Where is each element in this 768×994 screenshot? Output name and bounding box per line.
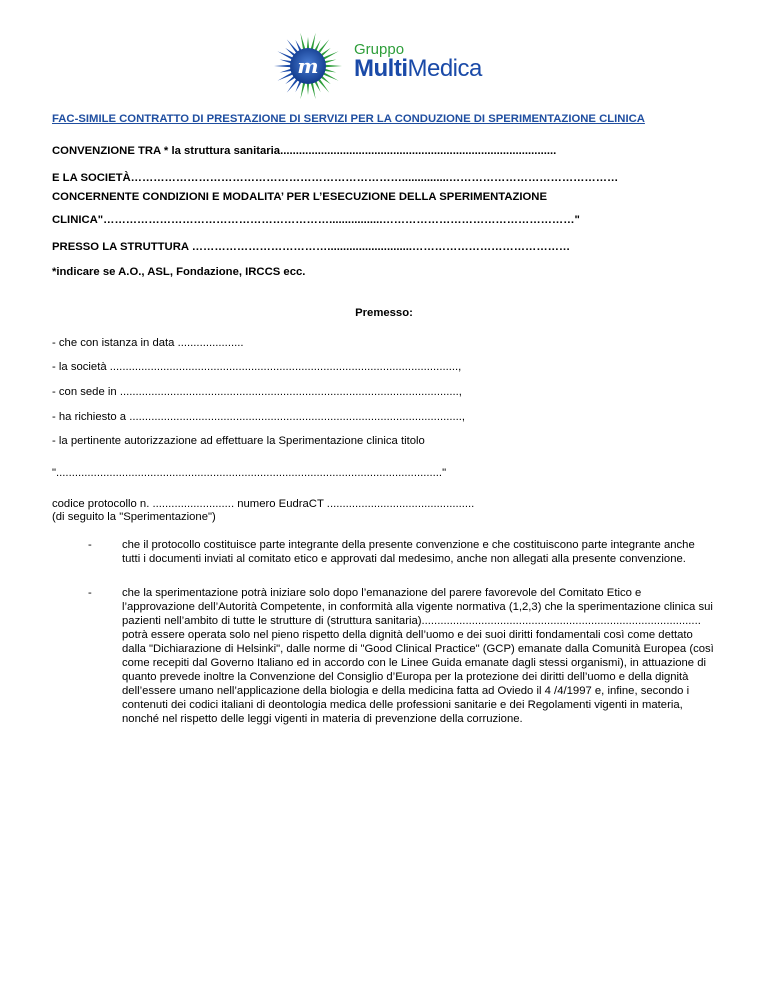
logo-ray [274, 65, 291, 67]
logo-ray [287, 39, 299, 53]
logo-ray [300, 82, 305, 99]
logo-ray [318, 39, 330, 53]
logo-ray [314, 40, 320, 51]
logo-gruppo: Gruppo [354, 41, 405, 58]
logo-text [354, 42, 482, 81]
header-line-concernente: CONCERNENTE CONDIZIONI E MODALITA’ PER L’ESECUZIONE DELLA SPERIMENTAZIONE [52, 191, 547, 203]
logo-ray [280, 60, 292, 64]
bullet-text: che il protocollo costituisce parte integrante della presente convenzione e che costituiscono parte integrante anche tutti i documenti inviati al comitato etico e approvati dal medesimo, anche non allegati alla presente convenzione. [122, 539, 695, 565]
premise-line: - ha richiesto a .........................................................................................................., [52, 411, 466, 423]
logo-ray [300, 33, 305, 50]
bullet-text [122, 586, 716, 726]
header-line-convenzione: CONVENZIONE TRA * la struttura sanitaria........................................................................................ [52, 145, 557, 157]
header-line-presso: PRESSO LA STRUTTURA ………………………………...........................…………………………………… [52, 241, 571, 253]
logo-brand-suffix: Medica [407, 55, 482, 82]
premise-line: - la società ..............................................................................................................., [52, 361, 462, 373]
premise-line: - con sede in ............................................................................................................, [52, 386, 462, 398]
logo-ray [325, 65, 342, 67]
document-title: FAC-SIMILE CONTRATTO DI PRESTAZIONE DI SERVIZI PER LA CONDUZIONE DI SPERIMENTAZIONE CLINICA [52, 113, 645, 125]
logo-ray [287, 79, 299, 93]
header-line-societa: E LA SOCIETÀ………………………………………………………………...............……………………………………… [52, 172, 619, 184]
logo-ray [295, 81, 301, 92]
header-line-clinica: CLINICA"…………………………………………………….................……………………………………………" [52, 214, 580, 226]
premise-line: - la pertinente autorizzazione ad effettuare la Sperimentazione clinica titolo [52, 435, 425, 447]
logo-ray [314, 81, 320, 92]
protocol-note: (di seguito la "Sperimentazione") [52, 511, 216, 523]
bullet-text-part1: che la sperimentazione potrà iniziare solo dopo l’emanazione del parere favorevole del Comitato Etico e l’approvazione dell’Autorità Competente, in conformità alla vigente normativa (1,2,3) che la sperimentazione clinica sui pazienti nell’ambito di tutte le strutture di (struttura sanitaria)......................................................................................... [122, 587, 713, 627]
logo-ray [307, 83, 309, 95]
bullet-dash: - [88, 539, 92, 551]
premise-line: "..........................................................................................................................." [52, 467, 447, 479]
logo-ray [295, 40, 301, 51]
logo-ray [324, 60, 336, 64]
multimedica-logo [268, 30, 488, 102]
bullet-text-part2: potrà essere operata solo nel pieno rispetto della dignità dell’uomo e dei suoi diritti fondamentali così come dettato dalla "Dichiarazione di Helsinki", dalle norme di "Good Clinical Practice" (GCP) emanate dalla Comunità Europea (così come recepiti dal Governo Italiano ed in accordo con le Linee Guida emanate dagli stessi organismi), in attuazione di quanto prevede inoltre la Convenzione del Consiglio d’Europa per la protezione dei diritti dell’uomo e della dignità dell’essere umano nell’applicazione della biologia e della medicina fatta ad Oviedo il 4 /4/1997 e, infine, secondo i contenuti dei codici italiani di deontologia medica delle professioni sanitarie e dei Regolamenti vigenti in materia, nonché nel rispetto delle leggi vigenti in materia di prevenzione della corruzione. [122, 629, 714, 725]
logo-mark-letter: m [297, 54, 319, 78]
logo-ray [311, 33, 316, 50]
logo-ray [311, 82, 316, 99]
logo-ray [280, 69, 292, 73]
logo-ray [318, 79, 330, 93]
logo-brand-prefix: Multi [354, 55, 408, 82]
premesso-heading: Premesso: [355, 307, 413, 319]
logo-ray [324, 69, 336, 73]
protocol-line: codice protocollo n. .......................... numero EudraCT ............................................... [52, 498, 475, 510]
logo-brand [354, 57, 482, 81]
logo-ray [307, 37, 309, 49]
logo-starburst-icon [268, 30, 348, 102]
premise-line: - che con istanza in data ..................... [52, 337, 244, 349]
header-note: *indicare se A.O., ASL, Fondazione, IRCCS ecc. [52, 266, 306, 278]
bullet-dash: - [88, 587, 92, 599]
